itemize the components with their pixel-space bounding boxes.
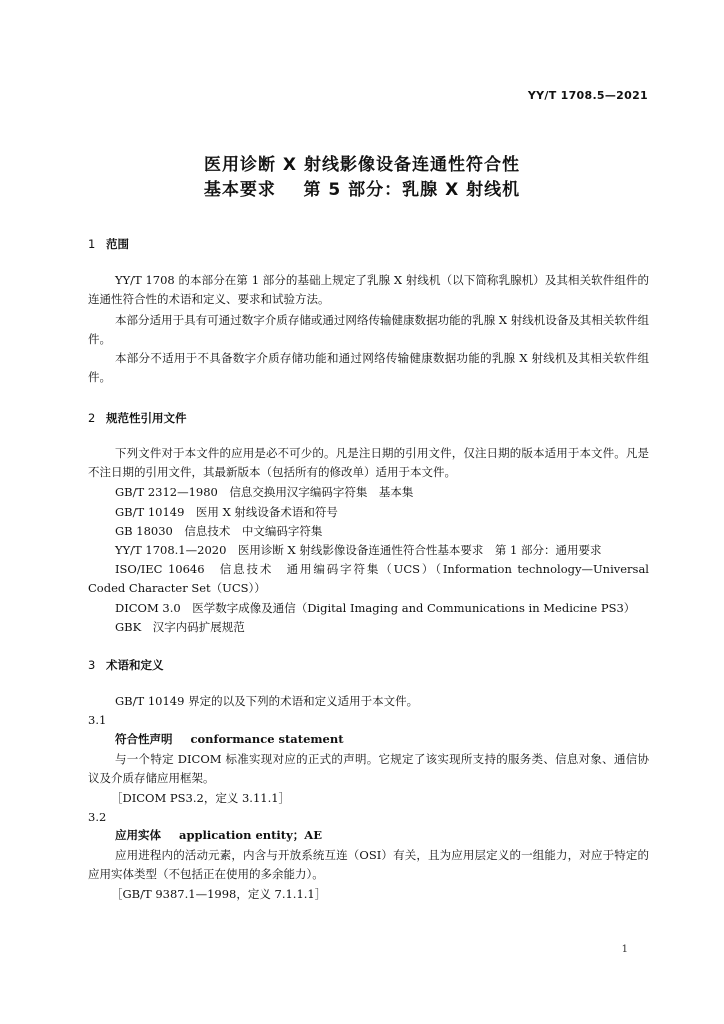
term-definition: 应用进程内的活动元素，内含与开放系统互连（OSI）有关，且为应用层定义的一组能力，对应于特定的应用实体类型（不包括正在使用的多余能力）。 xyxy=(88,848,649,881)
normative-reference: GBK 汉字内码扩展规范 xyxy=(115,620,245,634)
section-1-paragraph-3: 本部分不适用于不具备数字介质存储功能和通过网络传输健康数据功能的乳腺 X 射线机及其相关软件组件。 xyxy=(88,351,649,384)
normative-reference: GB 18030 信息技术 中文编码字符集 xyxy=(115,524,323,538)
term-heading xyxy=(115,731,344,747)
section-1-number: 1 xyxy=(88,237,96,251)
section-3-title: 术语和定义 xyxy=(106,658,164,672)
term-chinese: 符合性声明 xyxy=(115,732,173,746)
section-1-paragraph-1: YY/T 1708 的本部分在第 1 部分的基础上规定了乳腺 X 射线机（以下简称乳腺机）及其相关软件组件的连通性符合性的术语和定义、要求和试验方法。 xyxy=(88,273,649,306)
page-number: 1 xyxy=(621,944,628,955)
normative-reference: ISO/IEC 10646 信息技术 通用编码字符集（UCS）（Information technology—Universal Coded Character Set（UCS）） xyxy=(88,562,649,595)
section-3-intro: GB/T 10149 界定的以及下列的术语和定义适用于本文件。 xyxy=(115,694,419,708)
normative-reference: GB/T 10149 医用 X 射线设备术语和符号 xyxy=(115,505,338,519)
term-chinese: 应用实体 xyxy=(115,828,161,842)
section-3-heading xyxy=(88,657,164,673)
term-source: ［GB/T 9387.1—1998，定义 7.1.1.1］ xyxy=(111,887,327,901)
section-2-heading xyxy=(88,410,187,426)
normative-reference: GB/T 2312—1980 信息交换用汉字编码字符集 基本集 xyxy=(115,485,414,499)
document-title-line-2: 基本要求 第 5 部分：乳腺 X 射线机 xyxy=(203,180,521,200)
section-1-paragraph-2: 本部分适用于具有可通过数字介质存储或通过网络传输健康数据功能的乳腺 X 射线机设备及其相关软件组件。 xyxy=(88,313,649,346)
normative-reference: YY/T 1708.1—2020 医用诊断 X 射线影像设备连通性符合性基本要求 第 1 部分：通用要求 xyxy=(115,543,602,557)
section-3-number: 3 xyxy=(88,658,96,672)
section-2-title: 规范性引用文件 xyxy=(106,411,187,425)
term-heading xyxy=(115,827,322,843)
term-definition: 与一个特定 DICOM 标准实现对应的正式的声明。它规定了该实现所支持的服务类、信息对象、通信协议及介质存储应用框架。 xyxy=(88,752,649,785)
term-number: 3.2 xyxy=(88,810,107,824)
section-2-number: 2 xyxy=(88,411,96,425)
section-1-title: 范围 xyxy=(106,237,129,251)
term-english: application entity；AE xyxy=(179,828,322,842)
section-2-intro: 下列文件对于本文件的应用是必不可少的。凡是注日期的引用文件，仅注日期的版本适用于本文件。凡是不注日期的引用文件，其最新版本（包括所有的修改单）适用于本文件。 xyxy=(88,446,649,479)
standard-code: YY/T 1708.5—2021 xyxy=(527,89,648,102)
term-number: 3.1 xyxy=(88,713,107,727)
document-title-line-1: 医用诊断 X 射线影像设备连通性符合性 xyxy=(204,155,520,175)
section-1-heading xyxy=(88,236,129,252)
normative-reference: DICOM 3.0 医学数字成像及通信（Digital Imaging and Communications in Medicine PS3） xyxy=(115,601,636,615)
term-english: conformance statement xyxy=(190,732,344,746)
term-source: ［DICOM PS3.2，定义 3.11.1］ xyxy=(111,791,291,805)
